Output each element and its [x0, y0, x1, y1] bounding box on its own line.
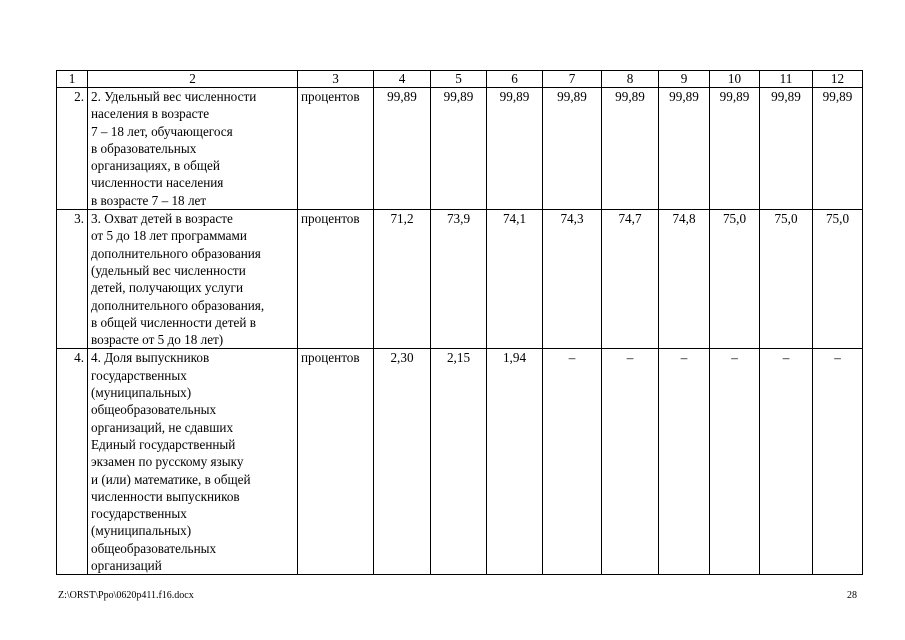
value-cell: 99,89	[543, 88, 602, 210]
indicator-description: 2. Удельный вес численности населения в возрасте 7 – 18 лет, обучающегося в образовательных организациях, в общей численности населения в возрасте 7 – 18 лет	[88, 88, 298, 210]
footer-file-path: Z:\ORST\Ppo\0620p411.f16.docx	[58, 590, 194, 601]
column-header: 10	[710, 71, 760, 88]
value-cell: 99,89	[710, 88, 760, 210]
value-cell: 74,3	[543, 210, 602, 349]
column-header: 5	[431, 71, 487, 88]
value-cell: –	[760, 349, 813, 575]
column-header: 1	[57, 71, 88, 88]
value-cell: 99,89	[431, 88, 487, 210]
value-cell: 75,0	[760, 210, 813, 349]
value-cell: 99,89	[602, 88, 659, 210]
value-cell: –	[659, 349, 710, 575]
value-cell: 99,89	[374, 88, 431, 210]
value-cell: 99,89	[659, 88, 710, 210]
column-header: 6	[487, 71, 543, 88]
value-cell: 99,89	[760, 88, 813, 210]
column-header: 4	[374, 71, 431, 88]
value-cell: 99,89	[487, 88, 543, 210]
column-header: 9	[659, 71, 710, 88]
row-number: 3.	[57, 210, 88, 349]
value-cell: 75,0	[813, 210, 863, 349]
value-cell: 74,8	[659, 210, 710, 349]
value-cell: –	[602, 349, 659, 575]
value-cell: 99,89	[813, 88, 863, 210]
value-cell: 2,15	[431, 349, 487, 575]
value-cell: 71,2	[374, 210, 431, 349]
unit-cell: процентов	[298, 349, 374, 575]
table-row	[57, 349, 863, 575]
value-cell: –	[813, 349, 863, 575]
indicator-description: 3. Охват детей в возрасте от 5 до 18 лет программами дополнительного образования (удельный вес численности детей, получающих услуги дополнительного образования, в общей численности детей в возрасте от 5 до 18 лет)	[88, 210, 298, 349]
table-row	[57, 88, 863, 210]
indicators-table	[56, 70, 863, 575]
value-cell: –	[543, 349, 602, 575]
column-header: 3	[298, 71, 374, 88]
unit-cell: процентов	[298, 88, 374, 210]
header-row	[57, 71, 863, 88]
table-row	[57, 210, 863, 349]
column-header: 12	[813, 71, 863, 88]
column-header: 8	[602, 71, 659, 88]
value-cell: 73,9	[431, 210, 487, 349]
value-cell: 74,1	[487, 210, 543, 349]
row-number: 4.	[57, 349, 88, 575]
column-header: 11	[760, 71, 813, 88]
value-cell: 74,7	[602, 210, 659, 349]
value-cell: –	[710, 349, 760, 575]
value-cell: 75,0	[710, 210, 760, 349]
indicator-description: 4. Доля выпускников государственных (муниципальных) общеобразовательных организаций, не сдавших Единый государственный экзамен по русскому языку и (или) математике, в общей численности выпускников государственных (муниципальных) общеобразовательных организаций	[88, 349, 298, 575]
column-header: 7	[543, 71, 602, 88]
value-cell: 2,30	[374, 349, 431, 575]
row-number: 2.	[57, 88, 88, 210]
unit-cell: процентов	[298, 210, 374, 349]
footer-page-number: 28	[847, 590, 857, 601]
column-header: 2	[88, 71, 298, 88]
value-cell: 1,94	[487, 349, 543, 575]
